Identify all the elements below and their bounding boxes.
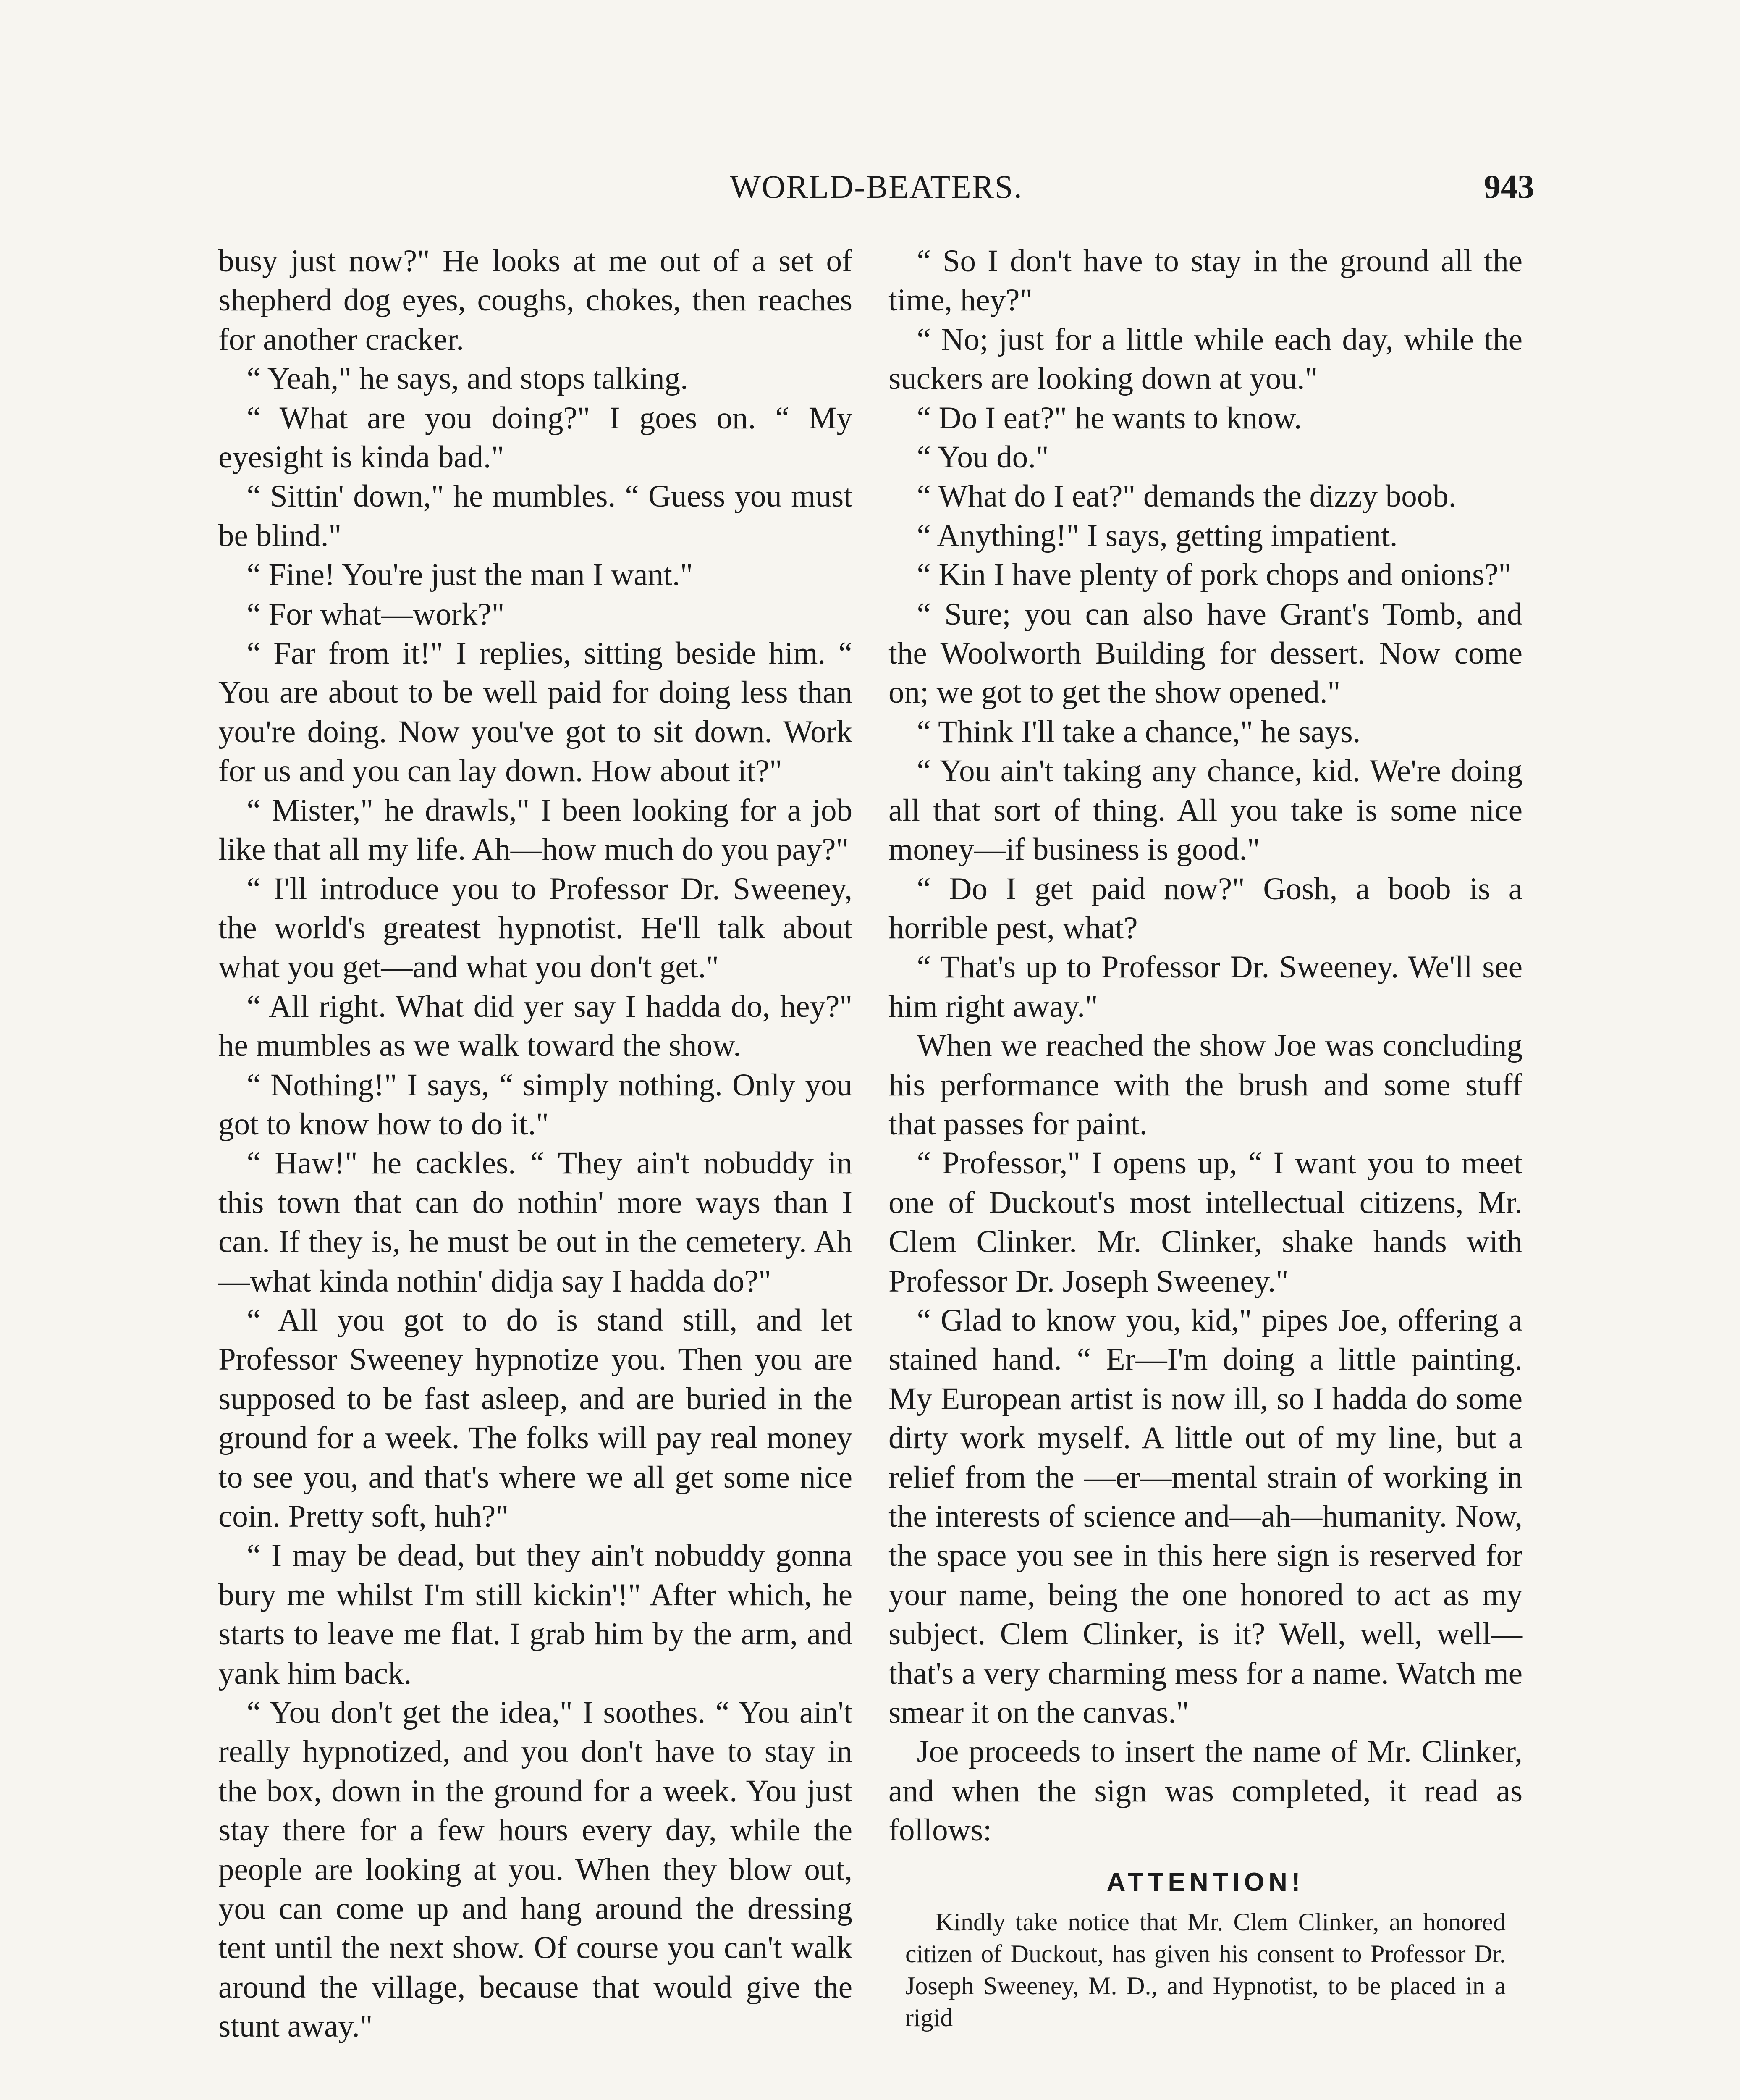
paragraph: “ Fine! You're just the man I want.": [246, 557, 693, 593]
notice-body: Kindly take notice that Mr. Clem Clinker, an honored citizen of Duckout, has given his consent to Professor Dr. Joseph Sweeney, M. D., and Hypnotist, to be placed in a rigid: [905, 1908, 1506, 2032]
page-number: 943: [1484, 168, 1534, 205]
paragraph: “ No; just for a little while each day, while the suckers are looking down at you.": [888, 322, 1522, 396]
paragraph: “ Kin I have plenty of pork chops and onions?": [917, 557, 1512, 593]
paragraph: “ For what—work?": [246, 596, 505, 632]
running-title: WORLD-BEATERS.: [730, 168, 1023, 205]
paragraph: “ Yeah," he says, and stops talking.: [246, 361, 688, 396]
paragraph: “ All you got to do is stand still, and let Professor Sweeney hypnotize you. Then you are supposed to be fast asleep, and are buried in the ground for a week. The folks will pay real money to see you, and that's where we all get some nice coin. Pretty soft, huh?": [218, 1302, 852, 1534]
paragraph: “ You do.": [917, 440, 1049, 475]
paragraph: “ Professor," I opens up, “ I want you to meet one of Duckout's most intellectual citizens, Mr. Clem Clinker. Mr. Clinker, shake hands with Professor Dr. Joseph Sweeney.": [888, 1146, 1522, 1299]
paragraph: “ That's up to Professor Dr. Sweeney. We'll see him right away.": [888, 950, 1522, 1024]
paragraph: “ Sure; you can also have Grant's Tomb, and the Woolworth Building for dessert. Now come on; we got to get the show opened.": [888, 596, 1522, 710]
paragraph: “ Sittin' down," he mumbles. “ Guess you must be blind.": [218, 479, 852, 553]
paragraph: “ Think I'll take a chance," he says.: [917, 714, 1361, 749]
page-header: [218, 168, 1534, 218]
paragraph: When we reached the show Joe was concluding his performance with the brush and some stuff that passes for paint.: [888, 1028, 1522, 1142]
notice-heading: ATTENTION!: [1106, 1867, 1305, 1897]
paragraph: “ I may be dead, but they ain't nobuddy gonna bury me whilst I'm still kickin'!" After which, he starts to leave me flat. I grab him by the arm, and yank him back.: [218, 1538, 852, 1691]
right-column: [888, 242, 1522, 2034]
paragraph: Joe proceeds to insert the name of Mr. Clinker, and when the sign was completed, it read as follows:: [888, 1734, 1522, 1848]
paragraph: “ Glad to know you, kid," pipes Joe, offering a stained hand. “ Er—I'm doing a little painting. My European artist is now ill, so I hadda do some dirty work myself. A little out of my line, but a relief from the —er—mental strain of working in the interests of science and—ah—humanity. Now, the space you see in this here sign is reserved for your name, being the one honored to act as my subject. Clem Clinker, is it? Well, well, well—that's a very charming mess for a name. Watch me smear it on the canvas.": [888, 1302, 1522, 1730]
paragraph: “ You don't get the idea," I soothes. “ You ain't really hypnotized, and you don't have to stay in the box, down in the ground for a week. You just stay there for a few hours every day, while the people are looking at you. When they blow out, you can come up and hang around the dressing tent until the next show. Of course you can't walk around the village, because that would give the stunt away.": [218, 1695, 852, 2044]
paragraph: “ You ain't taking any chance, kid. We're doing all that sort of thing. All you take is some nice money—if business is good.": [888, 753, 1522, 867]
paragraph: “ What are you doing?" I goes on. “ My eyesight is kinda bad.": [218, 400, 852, 475]
paragraph: “ Far from it!" I replies, sitting beside him. “ You are about to be well paid for doing less than you're doing. Now you've got to sit down. Work for us and you can lay down. How about it?": [218, 636, 852, 789]
paragraph: “ All right. What did yer say I hadda do, hey?" he mumbles as we walk toward the show.: [218, 989, 852, 1063]
paragraph: “ What do I eat?" demands the dizzy boob.: [917, 479, 1457, 514]
left-column: [218, 242, 852, 2046]
paragraph: “ So I don't have to stay in the ground all the time, hey?": [888, 244, 1522, 318]
paragraph: “ Mister," he drawls," I been looking for a job like that all my life. Ah—how much do you pay?": [218, 793, 852, 867]
paragraph: “ Haw!" he cackles. “ They ain't nobuddy in this town that can do nothin' more ways than I can. If they is, he must be out in the cemetery. Ah—what kinda nothin' didja say I hadda do?": [218, 1146, 852, 1299]
paragraph: “ Do I eat?" he wants to know.: [917, 400, 1302, 436]
paragraph: busy just now?" He looks at me out of a set of shepherd dog eyes, coughs, chokes, then reaches for another cracker.: [218, 244, 852, 357]
paragraph: “ I'll introduce you to Professor Dr. Sweeney, the world's greatest hypnotist. He'll talk about what you get—and what you don't get.": [218, 871, 852, 985]
paragraph: “ Anything!" I says, getting impatient.: [917, 518, 1398, 553]
paragraph: “ Do I get paid now?" Gosh, a boob is a horrible pest, what?: [888, 871, 1522, 945]
paragraph: “ Nothing!" I says, “ simply nothing. Only you got to know how to do it.": [218, 1067, 852, 1142]
